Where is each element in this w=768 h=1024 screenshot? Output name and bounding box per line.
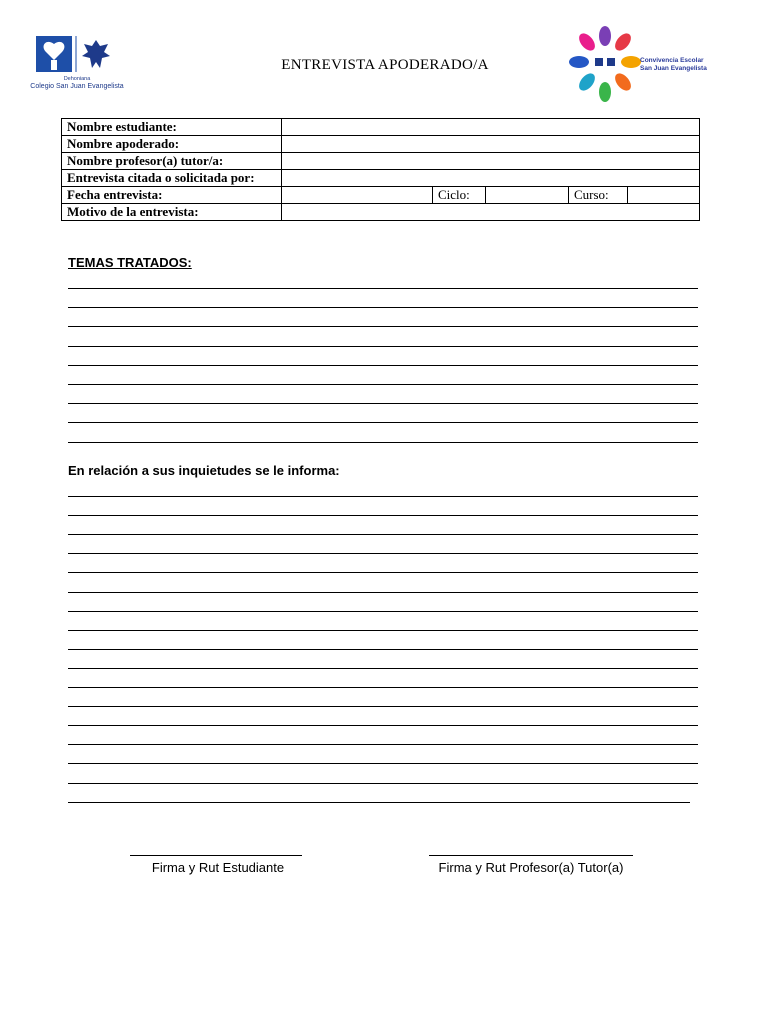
writing-line[interactable] (68, 553, 698, 554)
label-fecha-entrevista: Fecha entrevista: (62, 187, 282, 204)
label-nombre-profesor: Nombre profesor(a) tutor/a: (62, 153, 282, 170)
label-motivo: Motivo de la entrevista: (62, 204, 282, 221)
writing-line[interactable] (68, 687, 698, 688)
writing-line[interactable] (68, 346, 698, 347)
field-nombre-profesor[interactable] (282, 153, 700, 170)
writing-line[interactable] (68, 668, 698, 669)
writing-line[interactable] (68, 649, 698, 650)
row-nombre-apoderado (62, 136, 700, 153)
convivencia-logo (565, 24, 725, 106)
inquietudes-heading: En relación a sus inquietudes se le informa: (68, 463, 340, 478)
row-citada-por (62, 170, 700, 187)
label-citada-por: Entrevista citada o solicitada por: (62, 170, 282, 187)
school-name: Colegio San Juan Evangelista (30, 83, 124, 90)
writing-line[interactable] (68, 763, 698, 764)
eagle-icon (80, 38, 112, 72)
colorful-hands-icon (565, 24, 645, 106)
student-signature-line[interactable] (130, 855, 302, 856)
writing-line[interactable] (68, 630, 698, 631)
field-motivo[interactable] (282, 204, 700, 221)
label-curso: Curso: (569, 187, 628, 204)
writing-line[interactable] (68, 572, 698, 573)
writing-line[interactable] (68, 592, 698, 593)
convivencia-line1: Convivencia Escolar (640, 57, 704, 64)
tutor-signature-line[interactable] (429, 855, 633, 856)
interview-info-table (61, 118, 700, 221)
page-title: ENTREVISTA APODERADO/A (281, 57, 489, 73)
label-nombre-apoderado: Nombre apoderado: (62, 136, 282, 153)
temas-tratados-heading: TEMAS TRATADOS: (68, 255, 192, 270)
writing-line[interactable] (68, 611, 698, 612)
row-fecha-entrevista (62, 187, 700, 204)
label-ciclo: Ciclo: (433, 187, 486, 204)
writing-line[interactable] (68, 442, 698, 443)
label-nombre-estudiante: Nombre estudiante: (62, 119, 282, 136)
writing-line[interactable] (68, 534, 698, 535)
row-motivo (62, 204, 700, 221)
writing-line[interactable] (68, 365, 698, 366)
row-nombre-estudiante (62, 119, 700, 136)
convivencia-line2: San Juan Evangelista (640, 65, 707, 72)
writing-line[interactable] (68, 326, 698, 327)
row-nombre-profesor (62, 153, 700, 170)
writing-line[interactable] (68, 725, 698, 726)
writing-line[interactable] (68, 384, 698, 385)
field-curso[interactable] (628, 187, 700, 204)
field-nombre-estudiante[interactable] (282, 119, 700, 136)
writing-line[interactable] (68, 422, 698, 423)
writing-line[interactable] (68, 802, 690, 803)
student-signature-label: Firma y Rut Estudiante (151, 860, 285, 875)
writing-line[interactable] (68, 307, 698, 308)
writing-line[interactable] (68, 706, 698, 707)
writing-line[interactable] (68, 744, 698, 745)
writing-line[interactable] (68, 783, 698, 784)
writing-line[interactable] (68, 515, 698, 516)
school-logo (22, 36, 132, 96)
writing-line[interactable] (68, 496, 698, 497)
field-ciclo[interactable] (486, 187, 569, 204)
brand-name: Dehoniana (63, 76, 91, 82)
field-nombre-apoderado[interactable] (282, 136, 700, 153)
writing-line[interactable] (68, 288, 698, 289)
field-citada-por[interactable] (282, 170, 700, 187)
tutor-signature-label: Firma y Rut Profesor(a) Tutor(a) (438, 860, 624, 875)
writing-line[interactable] (68, 403, 698, 404)
field-fecha-entrevista[interactable] (282, 187, 433, 204)
